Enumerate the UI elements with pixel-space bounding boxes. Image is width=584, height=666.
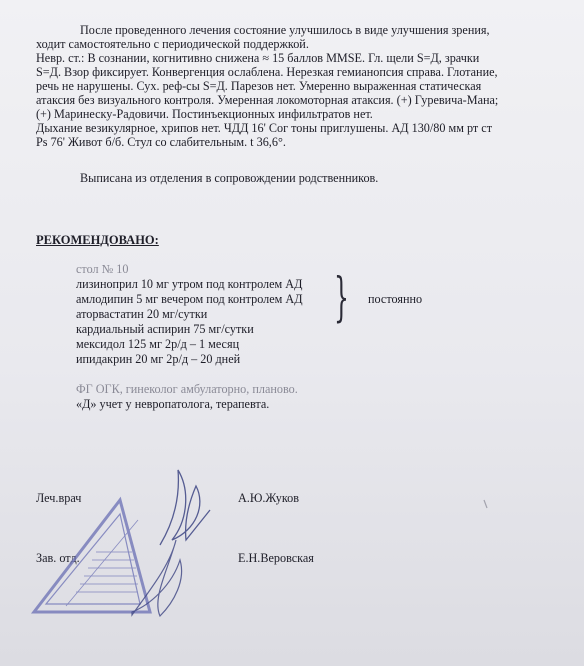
neuro-line: речь не нарушены. Сух. реф-сы S=Д. Парезов нет. Умеренно выраженная статическая: [36, 79, 482, 93]
recommendation-item: ипидакрин 20 мг 2р/д – 20 дней: [76, 352, 241, 366]
paragraph-line: ходит самостоятельно с периодической поддержкой.: [36, 37, 309, 51]
recommendation-item: стол № 10: [76, 262, 129, 276]
doctor-signature: [160, 470, 210, 545]
neuro-line: S=Д. Взор фиксирует. Конвергенция ослаблена. Нерезкая гемианопсия справа. Глотание,: [36, 65, 498, 79]
recommendation-item: кардиальный аспирин 75 мг/сутки: [76, 322, 254, 336]
discharge-note: Выписана из отделения в сопровождении родственников.: [80, 171, 379, 185]
recommendation-item: амлодипин 5 мг вечером под контролем АД: [76, 292, 303, 306]
neuro-line: Ps 76' Живот б/б. Стул со слабительным. t 36,6°.: [36, 135, 286, 149]
neuro-line: (+) Маринеску-Радовичи. Постинъекционных инфильтратов нет.: [36, 107, 373, 121]
neuro-line: атаксия без визуального контроля. Умеренная локомоторная атаксия. (+) Гуревича-Мана;: [36, 93, 499, 107]
constant-label: постоянно: [368, 292, 423, 306]
head-label: Зав. отд.: [36, 551, 80, 565]
brace-symbol: }: [334, 268, 349, 328]
followup-line: ФГ ОГК, гинеколог амбулаторно, планово.: [76, 382, 298, 396]
triangle-stamp: [34, 500, 150, 612]
followup-line: «Д» учет у невропатолога, терапевта.: [76, 397, 270, 411]
ink-speck: [484, 500, 487, 508]
recommended-heading: РЕКОМЕНДОВАНО:: [36, 233, 159, 247]
paragraph-line: После проведенного лечения состояние улучшилось в виде улучшения зрения,: [80, 23, 490, 37]
head-name: Е.Н.Веровская: [238, 551, 314, 565]
neuro-line: Невр. ст.: В сознании, когнитивно снижена ≈ 15 баллов MMSE. Гл. щели S=Д, зрачки: [36, 51, 480, 65]
recommendation-item: мексидол 125 мг 2р/д – 1 месяц: [76, 337, 240, 351]
recommendation-item: лизиноприл 10 мг утром под контролем АД: [76, 277, 303, 291]
recommendation-item: аторвастатин 20 мг/сутки: [76, 307, 208, 321]
neuro-line: Дыхание везикулярное, хрипов нет. ЧДД 16' Сог тоны приглушены. АД 130/80 мм рт ст: [36, 121, 493, 135]
doctor-label: Леч.врач: [36, 491, 82, 505]
doctor-name: А.Ю.Жуков: [238, 491, 299, 505]
